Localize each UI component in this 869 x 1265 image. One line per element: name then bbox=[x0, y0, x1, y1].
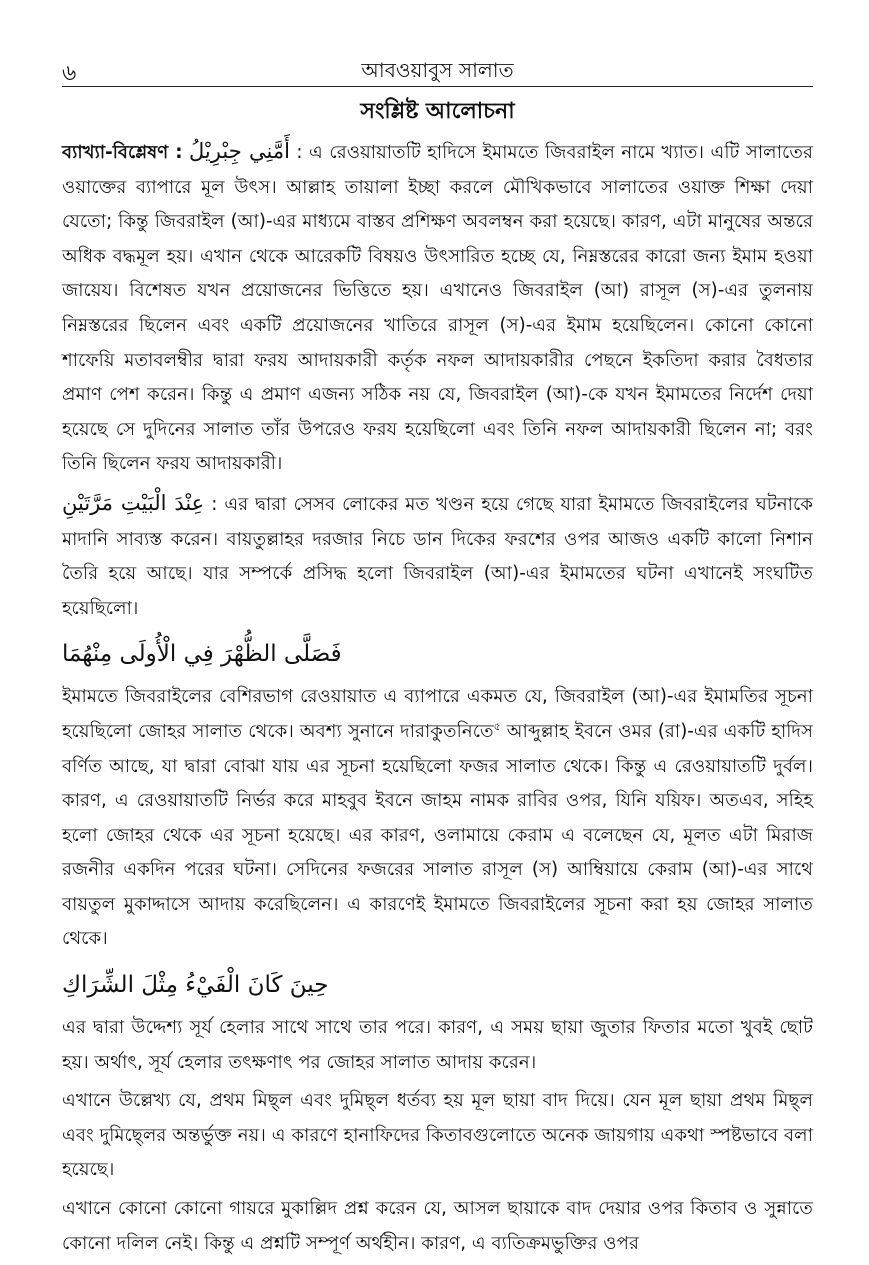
running-head bbox=[62, 56, 813, 87]
arabic-phrase-indal-bayt: عِنْدَ الْبَيْتِ مَرَّتَيْنِ bbox=[62, 490, 205, 515]
page-number: ৬ bbox=[62, 61, 77, 86]
running-title: আবওয়াবুস সালাত bbox=[361, 58, 514, 82]
page-body bbox=[62, 92, 813, 1265]
paragraph-explanation bbox=[62, 134, 813, 482]
paragraph-question: এখানে কোনো কোনো গায়রে মুকাল্লিদ প্রশ্ন করেন যে, আসল ছায়াকে বাদ দেয়ার ওপর কিতাব ও সুন্নাতে কোনো দলিল নেই। কিন্তু এ প্রশ্নটি সম্পূর্ণ অর্থহীন। কারণ, এ ব্যতিক্রমভুক্তির ওপর bbox=[62, 1198, 813, 1254]
paragraph-text: ইমামতে জিবরাইলের বেশিরভাগ রেওয়ায়াত এ ব্যাপারে একমত যে, জিবরাইল (আ)-এর ইমামতির সূচনা হয়েছিলো জোহর সালাত থেকে। অবশ্য সুনানে দারাকুতনিতে bbox=[62, 686, 813, 742]
arabic-heading-shirak bbox=[62, 963, 813, 1007]
paragraph-text: : এর দ্বারা সেসব লোকের মত খণ্ডন হয়ে গেছে যারা ইমামতে জিবরাইলের ঘটনাকে মাদানি সাব্যস্ত করেন। বায়তুল্লাহর দরজার নিচে ডান দিকের ফরশের ওপর আজও একটি কালো নিশান তৈরি হয়ে আছে। যার সম্পর্কে প্রসিদ্ধ হলো জিবরাইল (আ)-এর ইমামতের ঘটনা এখানেই সংঘটিত হয়েছিলো। bbox=[62, 493, 813, 619]
paragraph-zuhr-start bbox=[62, 680, 813, 957]
paragraph-text: আব্দুল্লাহ ইবনে ওমর (রা)-এর একটি হাদিস বর্ণিত আছে, যা দ্বারা বোঝা যায় এর সূচনা হয়েছিলো ফজর সালাত থেকে। কিন্তু এ রেওয়ায়াতটি দুর্বল। কারণ, এ রেওয়ায়াতটি নির্ভর করে মাহবুব ইবনে জাহম নামক রাবির ওপর, যিনি যয়িফ। অতএব, সহিহ হলো জোহর থেকে এর সূচনা হয়েছে। এর কারণ, ওলামায়ে কেরাম এ বলেছেন যে, মূলত এটা মিরাজ রজনীর একদিন পরের ঘটনা। সেদিনের ফজরের সালাত রাসূল (স) আম্বিয়ায়ে কেরাম (আ)-এর সাথে বায়তুল মুকাদ্দাসে আদায় করেছিলেন। এ কারণেই ইমামতে জিবরাইলের সূচনা করা হয় জোহর সালাত থেকে। bbox=[62, 720, 813, 950]
paragraph-text: : এ রেওয়ায়াতটি হাদিসে ইমামতে জিবরাইল নামে খ্যাত। এটি সালাতের ওয়াক্তের ব্যাপারে মূল উৎস। আল্লাহ তায়ালা ইচ্ছা করলে মৌখিকভাবে সালাতের ওয়াক্ত শিক্ষা দেয়া যেতো; কিন্তু জিবরাইল (আ)-এর মাধ্যমে বাস্তব প্রশিক্ষণ অবলম্বন করা হয়েছে। কারণ, এটা মানুষের অন্তরে অধিক বদ্ধমূল হয়। এখান থেকে আরেকটি বিষয়ও উৎসারিত হচ্ছে যে, নিম্নস্তরের কারো জন্য ইমাম হওয়া জায়েয। বিশেষত যখন প্রয়োজনের ভিত্তিতে হয়। এখানেও জিবরাইল (আ) রাসূল (স)-এর তুলনায় নিম্নস্তরের ছিলেন এবং একটি প্রয়োজনের খাতিরে রাসূল (স)-এর ইমাম হয়েছিলেন। কোনো কোনো শাফেয়ি মতাবলম্বীর দ্বারা ফরয আদায়কারী কর্তৃক নফল আদায়কারীর পেছনে ইকতিদা করার বৈধতার প্রমাণ পেশ করেন। কিন্তু এ প্রমাণ এজন্য সঠিক নয় যে, জিবরাইল (আ)-কে যখন ইমামতের নির্দেশ দেয়া হয়েছে সে দুদিনের সালাত তাঁর উপরেও ফরয হয়েছিলো এবং তিনি নফল আদায়কারী ছিলেন না; বরং তিনি ছিলেন ফরয আদায়কারী। bbox=[62, 142, 813, 475]
footnote-marker[interactable]: ৫ bbox=[493, 719, 501, 733]
paragraph-shadow: এর দ্বারা উদ্দেশ্য সূর্য হেলার সাথে সাথে তার পরে। কারণ, এ সময় ছায়া জুতার ফিতার মতো খুবই ছোট হয়। অর্থাৎ, সূর্য হেলার তৎক্ষণাৎ পর জোহর সালাত আদায় করেন। bbox=[62, 1017, 814, 1073]
section-heading: সংশ্লিষ্ট আলোচনা bbox=[360, 99, 515, 124]
arabic-phrase-amman-jibril: أَمَّنِي جِبْرِيْلُ bbox=[189, 139, 290, 163]
explanation-label: ব্যাখ্যা-বিশ্লেষণ : bbox=[62, 142, 183, 163]
paragraph-mithl: এখানে উল্লেখ্য যে, প্রথম মিছ্ল এবং দুমিছ্ল ধর্তব্য হয় মূল ছায়া বাদ দিয়ে। যেন মূল ছায়া প্রথম মিছ্ল এবং দুমিছ্লের অন্তর্ভুক্ত নয়। এ কারণে হানাফিদের কিতাবগুলোতে অনেক জায়গায় একথা স্পষ্টভাবে বলা হয়েছে। bbox=[62, 1090, 813, 1181]
arabic-heading-text: حِينَ كَانَ الْفَيْءُ مِثْلَ الشِّرَاكِ bbox=[62, 972, 329, 999]
arabic-heading-text: فَصَلَّى الظُّهْرَ فِي الْأُولَى مِنْهُمَا bbox=[62, 641, 342, 668]
paragraph-indal-bayt bbox=[62, 486, 813, 626]
arabic-heading-zuhr bbox=[62, 632, 813, 676]
